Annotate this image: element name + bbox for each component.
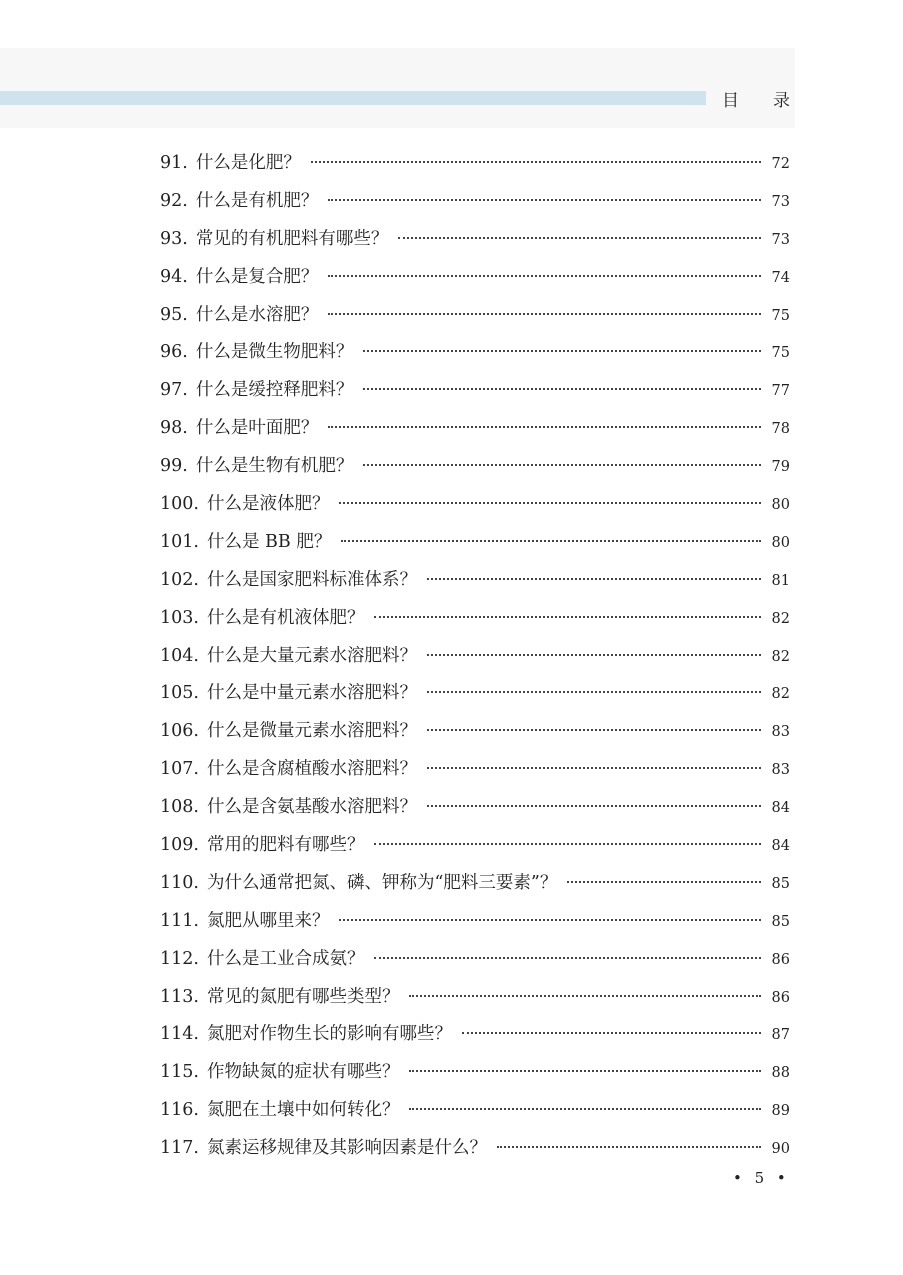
toc-entry[interactable] — [160, 410, 790, 448]
toc-entry-title: 什么是含腐植酸水溶肥料？ — [206, 759, 417, 780]
toc-entry-title: 什么是缓控释肥料？ — [195, 380, 354, 401]
toc-dot-leader — [341, 540, 761, 542]
toc-entry[interactable] — [160, 713, 790, 751]
toc-entry[interactable] — [160, 600, 790, 638]
toc-entry-number: 114. — [160, 1024, 199, 1045]
toc-entry-title: 什么是有机液体肥？ — [206, 607, 365, 628]
toc-entry[interactable] — [160, 1092, 790, 1130]
toc-entry-number: 110. — [160, 872, 199, 893]
toc-entry-title: 什么是国家肥料标准体系？ — [206, 569, 417, 590]
toc-entry-page: 86 — [771, 989, 790, 1006]
toc-entry[interactable] — [160, 334, 790, 372]
page-number: • 5 • — [733, 1169, 790, 1187]
toc-dot-leader — [427, 767, 761, 769]
toc-entry-page: 88 — [771, 1065, 790, 1082]
toc-entry[interactable] — [160, 183, 790, 221]
toc-entry[interactable] — [160, 903, 790, 941]
toc-entry[interactable] — [160, 638, 790, 676]
toc-dot-leader — [409, 1108, 761, 1110]
toc-entry[interactable] — [160, 865, 790, 903]
toc-entry-page: 90 — [771, 1141, 790, 1158]
toc-entry-number: 95. — [160, 304, 188, 325]
toc-entry-page: 77 — [771, 383, 790, 400]
toc-entry[interactable] — [160, 1130, 790, 1168]
toc-entry-title: 什么是化肥？ — [195, 153, 301, 173]
toc-dot-leader — [374, 616, 761, 618]
toc-dot-leader — [427, 805, 761, 807]
toc-entry-title: 常用的肥料有哪些？ — [206, 835, 365, 856]
toc-entry-page: 82 — [771, 686, 790, 703]
toc-entry-title: 什么是 BB 肥？ — [206, 531, 332, 552]
toc-entry-number: 94. — [160, 266, 188, 287]
toc-dot-leader — [398, 237, 761, 239]
header-band — [0, 48, 795, 128]
toc-dot-leader — [339, 919, 761, 921]
toc-entry-page: 72 — [771, 156, 790, 172]
toc-dot-leader — [363, 388, 761, 390]
toc-entry-title: 什么是工业合成氨？ — [206, 948, 365, 969]
toc-dot-leader — [328, 275, 761, 277]
toc-entry-number: 100. — [160, 494, 199, 515]
toc-entry-number: 93. — [160, 228, 188, 249]
toc-entry-title: 什么是微生物肥料？ — [195, 342, 354, 363]
toc-entry-page: 86 — [771, 951, 790, 968]
toc-entry-page: 74 — [771, 269, 790, 286]
toc-entry-page: 78 — [771, 421, 790, 438]
toc-entry-page: 81 — [771, 572, 790, 589]
toc-entry[interactable] — [160, 941, 790, 979]
toc-entry-page: 84 — [771, 800, 790, 817]
toc-entry-page: 80 — [771, 534, 790, 551]
toc-dot-leader — [363, 464, 761, 466]
toc-entry-number: 109. — [160, 835, 199, 856]
toc-dot-leader — [427, 691, 761, 693]
toc-entry-number: 107. — [160, 759, 199, 780]
toc-entry-number: 101. — [160, 531, 199, 552]
toc-entry-title: 氮肥对作物生长的影响有哪些？ — [206, 1024, 452, 1045]
toc-entry-title: 为什么通常把氮、磷、钾称为“肥料三要素”？ — [206, 872, 558, 893]
header-accent-bar — [0, 91, 706, 105]
toc-entry-number: 108. — [160, 797, 199, 818]
toc-entry-page: 73 — [771, 231, 790, 248]
toc-entry-number: 96. — [160, 342, 188, 363]
toc-entry-title: 什么是液体肥？ — [206, 494, 330, 515]
toc-entry[interactable] — [160, 675, 790, 713]
toc-entry[interactable] — [160, 297, 790, 335]
toc-entry[interactable] — [160, 372, 790, 410]
toc-entry-page: 75 — [771, 307, 790, 324]
toc-entry[interactable] — [160, 221, 790, 259]
toc-entry-page: 80 — [771, 497, 790, 514]
toc-entry-number: 113. — [160, 986, 199, 1007]
toc-entry-number: 99. — [160, 456, 188, 477]
toc-entry-number: 117. — [160, 1138, 199, 1159]
toc-dot-leader — [427, 578, 761, 580]
toc-entry[interactable] — [160, 562, 790, 600]
toc-dot-leader — [497, 1146, 761, 1148]
toc-dot-leader — [363, 350, 761, 352]
toc-entry[interactable] — [160, 486, 790, 524]
toc-entry[interactable] — [160, 448, 790, 486]
toc-entry-page: 84 — [771, 838, 790, 855]
toc-entry-number: 116. — [160, 1100, 199, 1121]
toc-entry-number: 92. — [160, 190, 188, 211]
toc-dot-leader — [409, 1070, 761, 1072]
toc-entry-title: 什么是微量元素水溶肥料？ — [206, 721, 417, 742]
section-title-left: 目 — [722, 91, 739, 111]
toc-entry-number: 105. — [160, 683, 199, 704]
toc-dot-leader — [427, 654, 761, 656]
section-title-right: 录 — [773, 91, 790, 111]
toc-entry-page: 85 — [771, 875, 790, 892]
toc-entry-number: 115. — [160, 1062, 199, 1083]
section-title — [722, 86, 790, 111]
toc-entry[interactable] — [160, 789, 790, 827]
toc-entry[interactable] — [160, 751, 790, 789]
toc-entry-number: 97. — [160, 380, 188, 401]
toc-entry-number: 102. — [160, 569, 199, 590]
toc-entry-title: 什么是复合肥？ — [195, 266, 319, 287]
toc-entry[interactable] — [160, 1016, 790, 1054]
toc-entry-title: 什么是生物有机肥？ — [195, 456, 354, 477]
toc-entry-page: 85 — [771, 913, 790, 930]
toc-entry-title: 什么是水溶肥？ — [195, 304, 319, 325]
toc-entry-title: 什么是大量元素水溶肥料？ — [206, 645, 417, 666]
table-of-contents — [160, 145, 790, 1168]
toc-entry-number: 104. — [160, 645, 199, 666]
toc-entry-number: 106. — [160, 721, 199, 742]
toc-entry-number: 112. — [160, 948, 199, 969]
toc-entry-page: 79 — [771, 459, 790, 476]
toc-entry[interactable] — [160, 524, 790, 562]
toc-entry-title: 氮素运移规律及其影响因素是什么？ — [206, 1138, 487, 1159]
toc-dot-leader — [328, 426, 761, 428]
toc-entry[interactable] — [160, 827, 790, 865]
toc-dot-leader — [374, 843, 761, 845]
toc-entry-page: 87 — [771, 1027, 790, 1044]
toc-entry-page: 89 — [771, 1103, 790, 1120]
toc-entry-page: 73 — [771, 193, 790, 210]
toc-entry-title: 什么是中量元素水溶肥料？ — [206, 683, 417, 704]
toc-entry-page: 82 — [771, 648, 790, 665]
toc-dot-leader — [374, 957, 761, 959]
toc-entry-title: 什么是叶面肥？ — [195, 418, 319, 439]
toc-dot-leader — [409, 995, 761, 997]
toc-entry-title: 作物缺氮的症状有哪些？ — [206, 1062, 400, 1083]
toc-entry-title: 常见的有机肥料有哪些？ — [195, 228, 389, 249]
toc-entry[interactable] — [160, 145, 790, 183]
toc-entry-number: 91. — [160, 153, 188, 173]
toc-entry-title: 氮肥在土壤中如何转化？ — [206, 1100, 400, 1121]
toc-dot-leader — [328, 313, 761, 315]
toc-entry-page: 82 — [771, 610, 790, 627]
toc-entry-title: 氮肥从哪里来？ — [206, 910, 330, 931]
toc-entry-page: 83 — [771, 762, 790, 779]
toc-dot-leader — [339, 502, 761, 504]
toc-dot-leader — [427, 729, 761, 731]
toc-entry-title: 什么是含氨基酸水溶肥料？ — [206, 797, 417, 818]
toc-dot-leader — [462, 1032, 761, 1034]
toc-entry-page: 75 — [771, 345, 790, 362]
toc-entry-number: 111. — [160, 910, 199, 931]
toc-entry-title: 常见的氮肥有哪些类型？ — [206, 986, 400, 1007]
toc-entry[interactable] — [160, 259, 790, 297]
toc-entry[interactable] — [160, 1054, 790, 1092]
toc-entry-number: 98. — [160, 418, 188, 439]
toc-entry-page: 83 — [771, 724, 790, 741]
toc-entry-number: 103. — [160, 607, 199, 628]
toc-dot-leader — [311, 161, 761, 163]
toc-entry-title: 什么是有机肥？ — [195, 190, 319, 211]
toc-dot-leader — [328, 199, 761, 201]
toc-entry[interactable] — [160, 979, 790, 1017]
toc-dot-leader — [567, 881, 761, 883]
